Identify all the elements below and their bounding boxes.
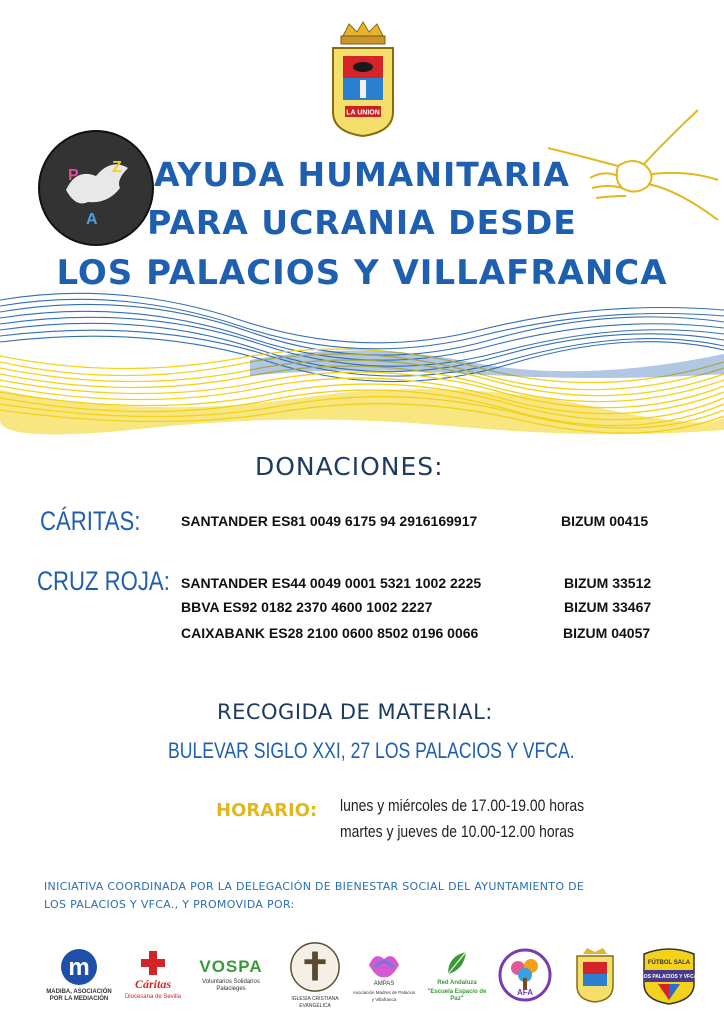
paz-letter-a: A: [86, 211, 98, 228]
logo-vospa-sub: Voluntarios Solidarios Palacieges: [202, 979, 260, 992]
cruz-roja-account-2: BBVA ES92 0182 2370 4600 1002 2227: [181, 599, 433, 615]
logo-afa: [497, 940, 553, 1010]
logo-iglesia-caption: IGLESIA CRISTIANA EVANGÉLICA: [291, 996, 339, 1009]
horario-label: HORARIO:: [216, 800, 318, 821]
recogida-heading: RECOGIDA DE MATERIAL:: [217, 700, 493, 724]
donaciones-heading: DONACIONES:: [255, 452, 444, 481]
logo-vospa: [188, 940, 274, 1010]
horario-line-1: lunes y miércoles de 17.00-19.00 horas: [340, 796, 585, 815]
logo-ampas: [352, 940, 416, 1010]
title-line-3: LOS PALACIOS Y VILLAFRANCA: [56, 253, 668, 293]
caritas-bizum-1: BIZUM 00415: [561, 513, 649, 529]
caritas-cross-icon: [139, 949, 167, 977]
horario-line-2: martes y jueves de 10.00-12.00 horas: [340, 822, 575, 841]
logo-ampas-sub: Asociación Madres de Palacios y Villafranca: [352, 990, 416, 1002]
caritas-account-1: SANTANDER ES81 0049 6175 94 2916169917: [181, 513, 478, 529]
ukraine-wave-ribbon: [0, 270, 724, 440]
cruz-roja-label: CRUZ ROJA:: [37, 566, 170, 596]
hands-icon: [365, 947, 403, 981]
logo-ampas-name: AMPAS: [373, 981, 395, 987]
logo-caritas-sub: Diocesana de Sevilla: [124, 994, 182, 1000]
logo-futbol-sala-name: FÚTBOL SALA: [647, 960, 691, 966]
logo-afa-name: AFA: [517, 988, 533, 997]
recogida-address: BULEVAR SIGLO XXI, 27 LOS PALACIOS Y VFCA.: [168, 738, 575, 763]
church-cross-icon: [287, 940, 343, 994]
logo-red-andaluza-name: Red Andaluza: [437, 979, 477, 986]
logo-caritas-name: Cáritas: [134, 977, 171, 991]
logo-madiba: [44, 940, 114, 1010]
svg-text:m: m: [68, 954, 90, 981]
logo-madiba-caption: MADIBA, ASOCIACIÓN POR LA MEDIACIÓN: [46, 989, 112, 1002]
logo-escudo: [570, 940, 620, 1010]
title-line-1: AYUDA HUMANITARIA: [154, 155, 570, 194]
logo-futbol-sala: [636, 940, 702, 1010]
logo-red-andaluza: [424, 940, 490, 1010]
futbol-sala-badge-icon: [638, 944, 700, 1006]
cruz-roja-account-3: CAIXABANK ES28 2100 0600 8502 0196 0066: [181, 625, 479, 641]
cruz-roja-account-1: SANTANDER ES44 0049 0001 5321 1002 2225: [181, 575, 482, 591]
caritas-label: CÁRITAS:: [40, 506, 141, 536]
logo-caritas: [118, 940, 188, 1010]
logo-iglesia: [284, 940, 346, 1010]
logo-futbol-sala-sub: LOS PALACIOS Y VFCA: [640, 974, 698, 980]
madiba-m-icon: [59, 947, 99, 987]
cruz-roja-bizum-3: BIZUM 04057: [563, 625, 651, 641]
afa-tree-icon: [498, 948, 552, 1002]
logo-red-andaluza-sub: "Escuela Espacio de Paz": [427, 988, 487, 1002]
paz-letter-z: Z: [112, 159, 122, 176]
footer-line-1: INICIATIVA COORDINADA POR LA DELEGACIÓN DE BIENESTAR SOCIAL DEL AYUNTAMIENTO DE: [44, 880, 585, 893]
town-shield-icon: [573, 946, 617, 1004]
cruz-roja-bizum-1: BIZUM 33512: [564, 575, 652, 591]
leaf-icon: [442, 948, 472, 978]
logo-vospa-name: VOSPA: [199, 957, 263, 976]
crest-banner: LA UNION: [346, 109, 380, 117]
footer-line-2: LOS PALACIOS Y VFCA., Y PROMOVIDA POR:: [44, 898, 295, 911]
title-line-2: PARA UCRANIA DESDE: [147, 203, 577, 242]
paz-letter-p: P: [68, 167, 79, 184]
cruz-roja-bizum-2: BIZUM 33467: [564, 599, 652, 615]
town-crest: [327, 20, 399, 138]
